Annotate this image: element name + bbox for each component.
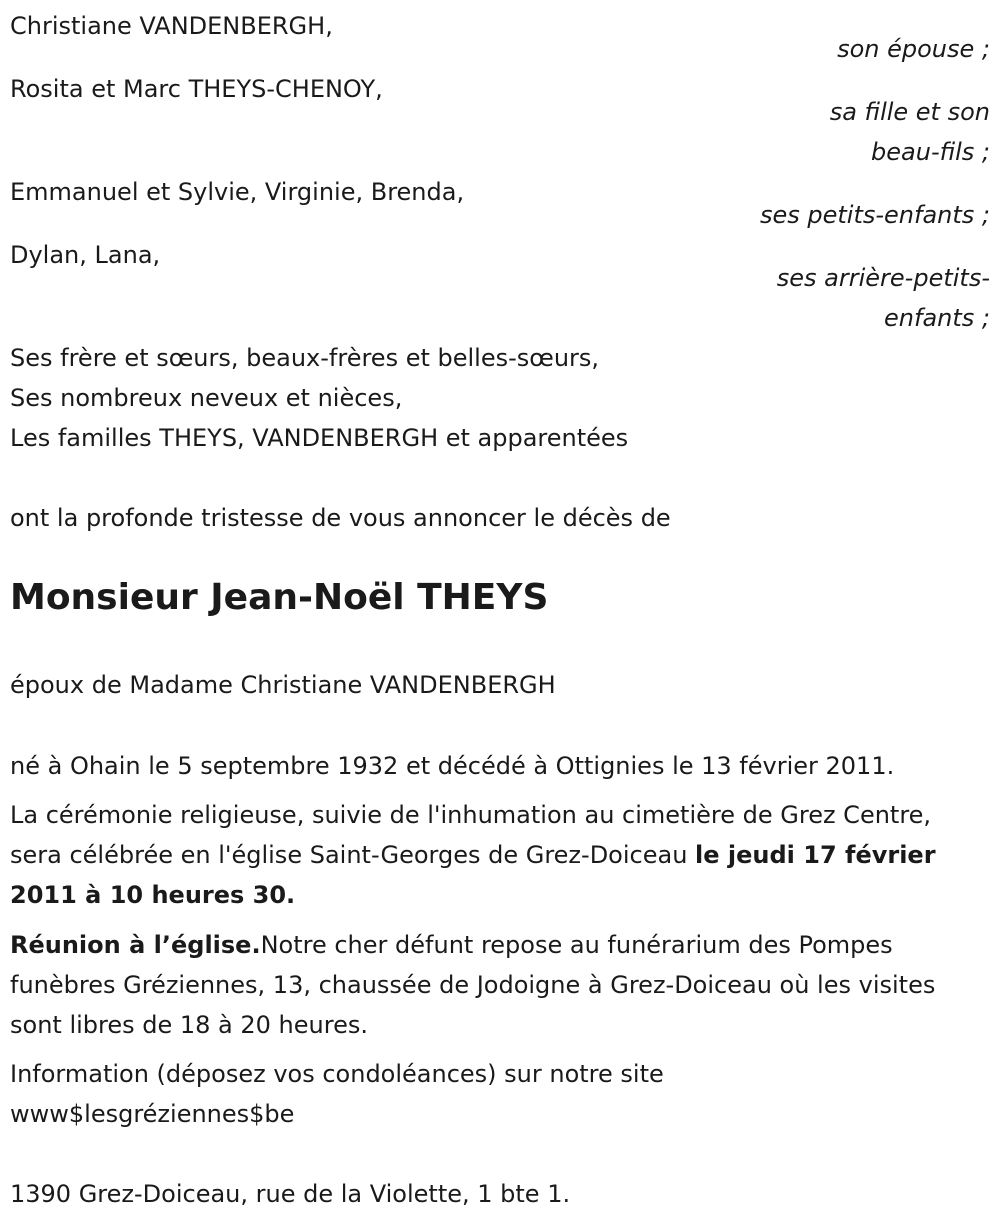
spouse-name: Christiane VANDENBERGH, — [10, 12, 333, 40]
great-grandchildren-role-line2: enfants ; — [884, 304, 990, 332]
grandchildren-role: ses petits-enfants ; — [759, 201, 990, 229]
daughter-role-line2: beau-fils ; — [871, 138, 990, 166]
nephews-line: Ses nombreux neveux et nièces, — [10, 384, 403, 412]
website-text: www$lesgréziennes$be — [10, 1100, 295, 1128]
grandchildren-names: Emmanuel et Sylvie, Virginie, Brenda, — [10, 178, 465, 206]
ceremony-paragraph — [10, 795, 985, 915]
visitation-text: Notre cher défunt repose au funérarium des Pompes funèbres Gréziennes, 13, chaussée de Jodoigne à Grez-Doiceau où les visites sont libres de 18 à 20 heures. — [10, 931, 936, 1039]
siblings-line: Ses frère et sœurs, beaux-frères et belles-sœurs, — [10, 344, 600, 372]
deceased-name: Monsieur Jean-Noël THEYS — [10, 577, 549, 618]
address-line: 1390 Grez-Doiceau, rue de la Violette, 1 bte 1. — [10, 1180, 571, 1208]
families-line: Les familles THEYS, VANDENBERGH et apparentées — [10, 424, 629, 452]
spouse-of-line: époux de Madame Christiane VANDENBERGH — [10, 671, 556, 699]
ceremony-date: le jeudi 17 février 2011 à 10 heures 30. — [10, 841, 936, 909]
daughter-role-line1: sa fille et son — [829, 98, 990, 126]
spouse-role: son épouse ; — [837, 35, 990, 63]
birth-death-line: né à Ohain le 5 septembre 1932 et décédé à Ottignies le 13 février 2011. — [10, 752, 895, 780]
information-line: Information (déposez vos condoléances) sur notre site — [10, 1060, 664, 1088]
announcement-line: ont la profonde tristesse de vous annoncer le décès de — [10, 504, 671, 532]
visitation-paragraph — [10, 925, 985, 1045]
great-grandchildren-role-line1: ses arrière-petits- — [776, 264, 990, 292]
ceremony-text: La cérémonie religieuse, suivie de l'inhumation au cimetière de Grez Centre, sera célébrée en l'église Saint-Georges de Grez-Doiceau — [10, 801, 932, 869]
daughter-names: Rosita et Marc THEYS-CHENOY, — [10, 75, 383, 103]
great-grandchildren-names: Dylan, Lana, — [10, 241, 161, 269]
meeting-place: Réunion à l’église. — [10, 931, 261, 959]
